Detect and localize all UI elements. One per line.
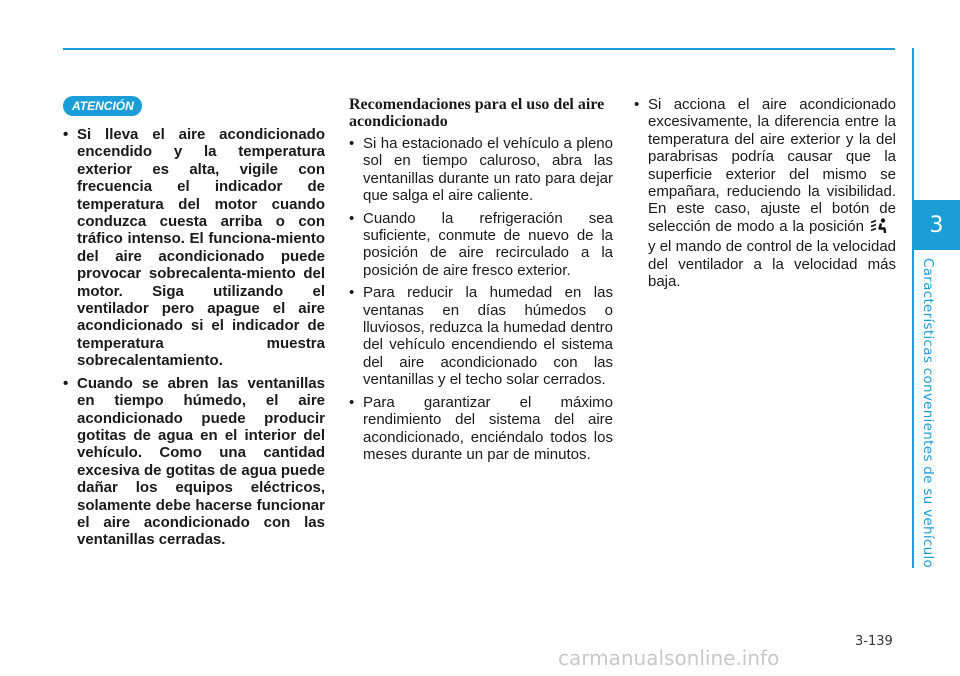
chapter-title: Características convenientes de su vehículo <box>920 258 936 569</box>
side-rule <box>912 48 914 568</box>
warning-column <box>63 96 325 554</box>
list-item: • Cuando la refrigeración sea suficiente, conmute de nuevo de la posición de aire recirculado a la posición de aire fresco exterior. <box>349 210 613 280</box>
list-item: • Para reducir la humedad en las ventanas en días húmedos o lluviosos, reduzca la humedad dentro del vehículo encendiendo el sistema del aire acondicionado con las ventanillas y el techo solar cerrados. <box>349 284 613 388</box>
page-number: 3-139 <box>855 634 893 649</box>
warning-item: • Cuando se abren las ventanillas en tiempo húmedo, el aire acondicionado puede producir gotitas de agua en el interior del vehículo. Como una cantidad excesiva de gotitas de agua puede dañar los equipos eléctricos, solamente debe hacerse funcionar el aire acondicionado con las ventanillas cerradas. <box>63 375 325 549</box>
recommendations-column <box>349 96 613 468</box>
warning-badge: ATENCIÓN <box>63 96 142 116</box>
chapter-tab: 3 <box>913 200 960 250</box>
item-text-part1: Si acciona el aire acondicionado excesivamente, la diferencia entre la temperatura del aire exterior y la del parabrisas podría causar que la superficie exterior del mismo se empañara, reduciendo la visibilidad. En este caso, ajuste el botón de selección de modo a la posición <box>648 96 896 235</box>
list-item <box>634 96 896 290</box>
list-item: • Para garantizar el máximo rendimiento del sistema del aire acondicionado, enciéndalo todos los meses durante un par de minutos. <box>349 394 613 464</box>
recommendations-list <box>349 135 613 463</box>
warning-item: • Si lleva el aire acondicionado encendido y la temperatura exterior es alta, vigile con frecuencia el indicador de temperatura del motor cuando conduzca cuesta arriba o con tráfico intenso. El funciona-miento del aire acondicionado puede provocar sobrecalenta-miento del motor. Siga utilizando el ventilador pero apague el aire acondicionado si el indicador de temperatura muestra sobrecalentamiento. <box>63 126 325 370</box>
vent-mode-icon <box>870 218 890 238</box>
watermark: carmanualsonline.info <box>558 646 780 670</box>
top-rule <box>63 48 895 50</box>
column-three <box>634 96 896 295</box>
section-heading: Recomendaciones para el uso del aire acondicionado <box>349 96 605 130</box>
item-text-part2: y el mando de control de la velocidad del ventilador a la velocidad más baja. <box>648 238 896 291</box>
warning-list <box>63 126 325 549</box>
column-three-list <box>634 96 896 290</box>
list-item: • Si ha estacionado el vehículo a pleno sol en tiempo caluroso, abra las ventanillas durante un rato para dejar que salga el aire caliente. <box>349 135 613 205</box>
